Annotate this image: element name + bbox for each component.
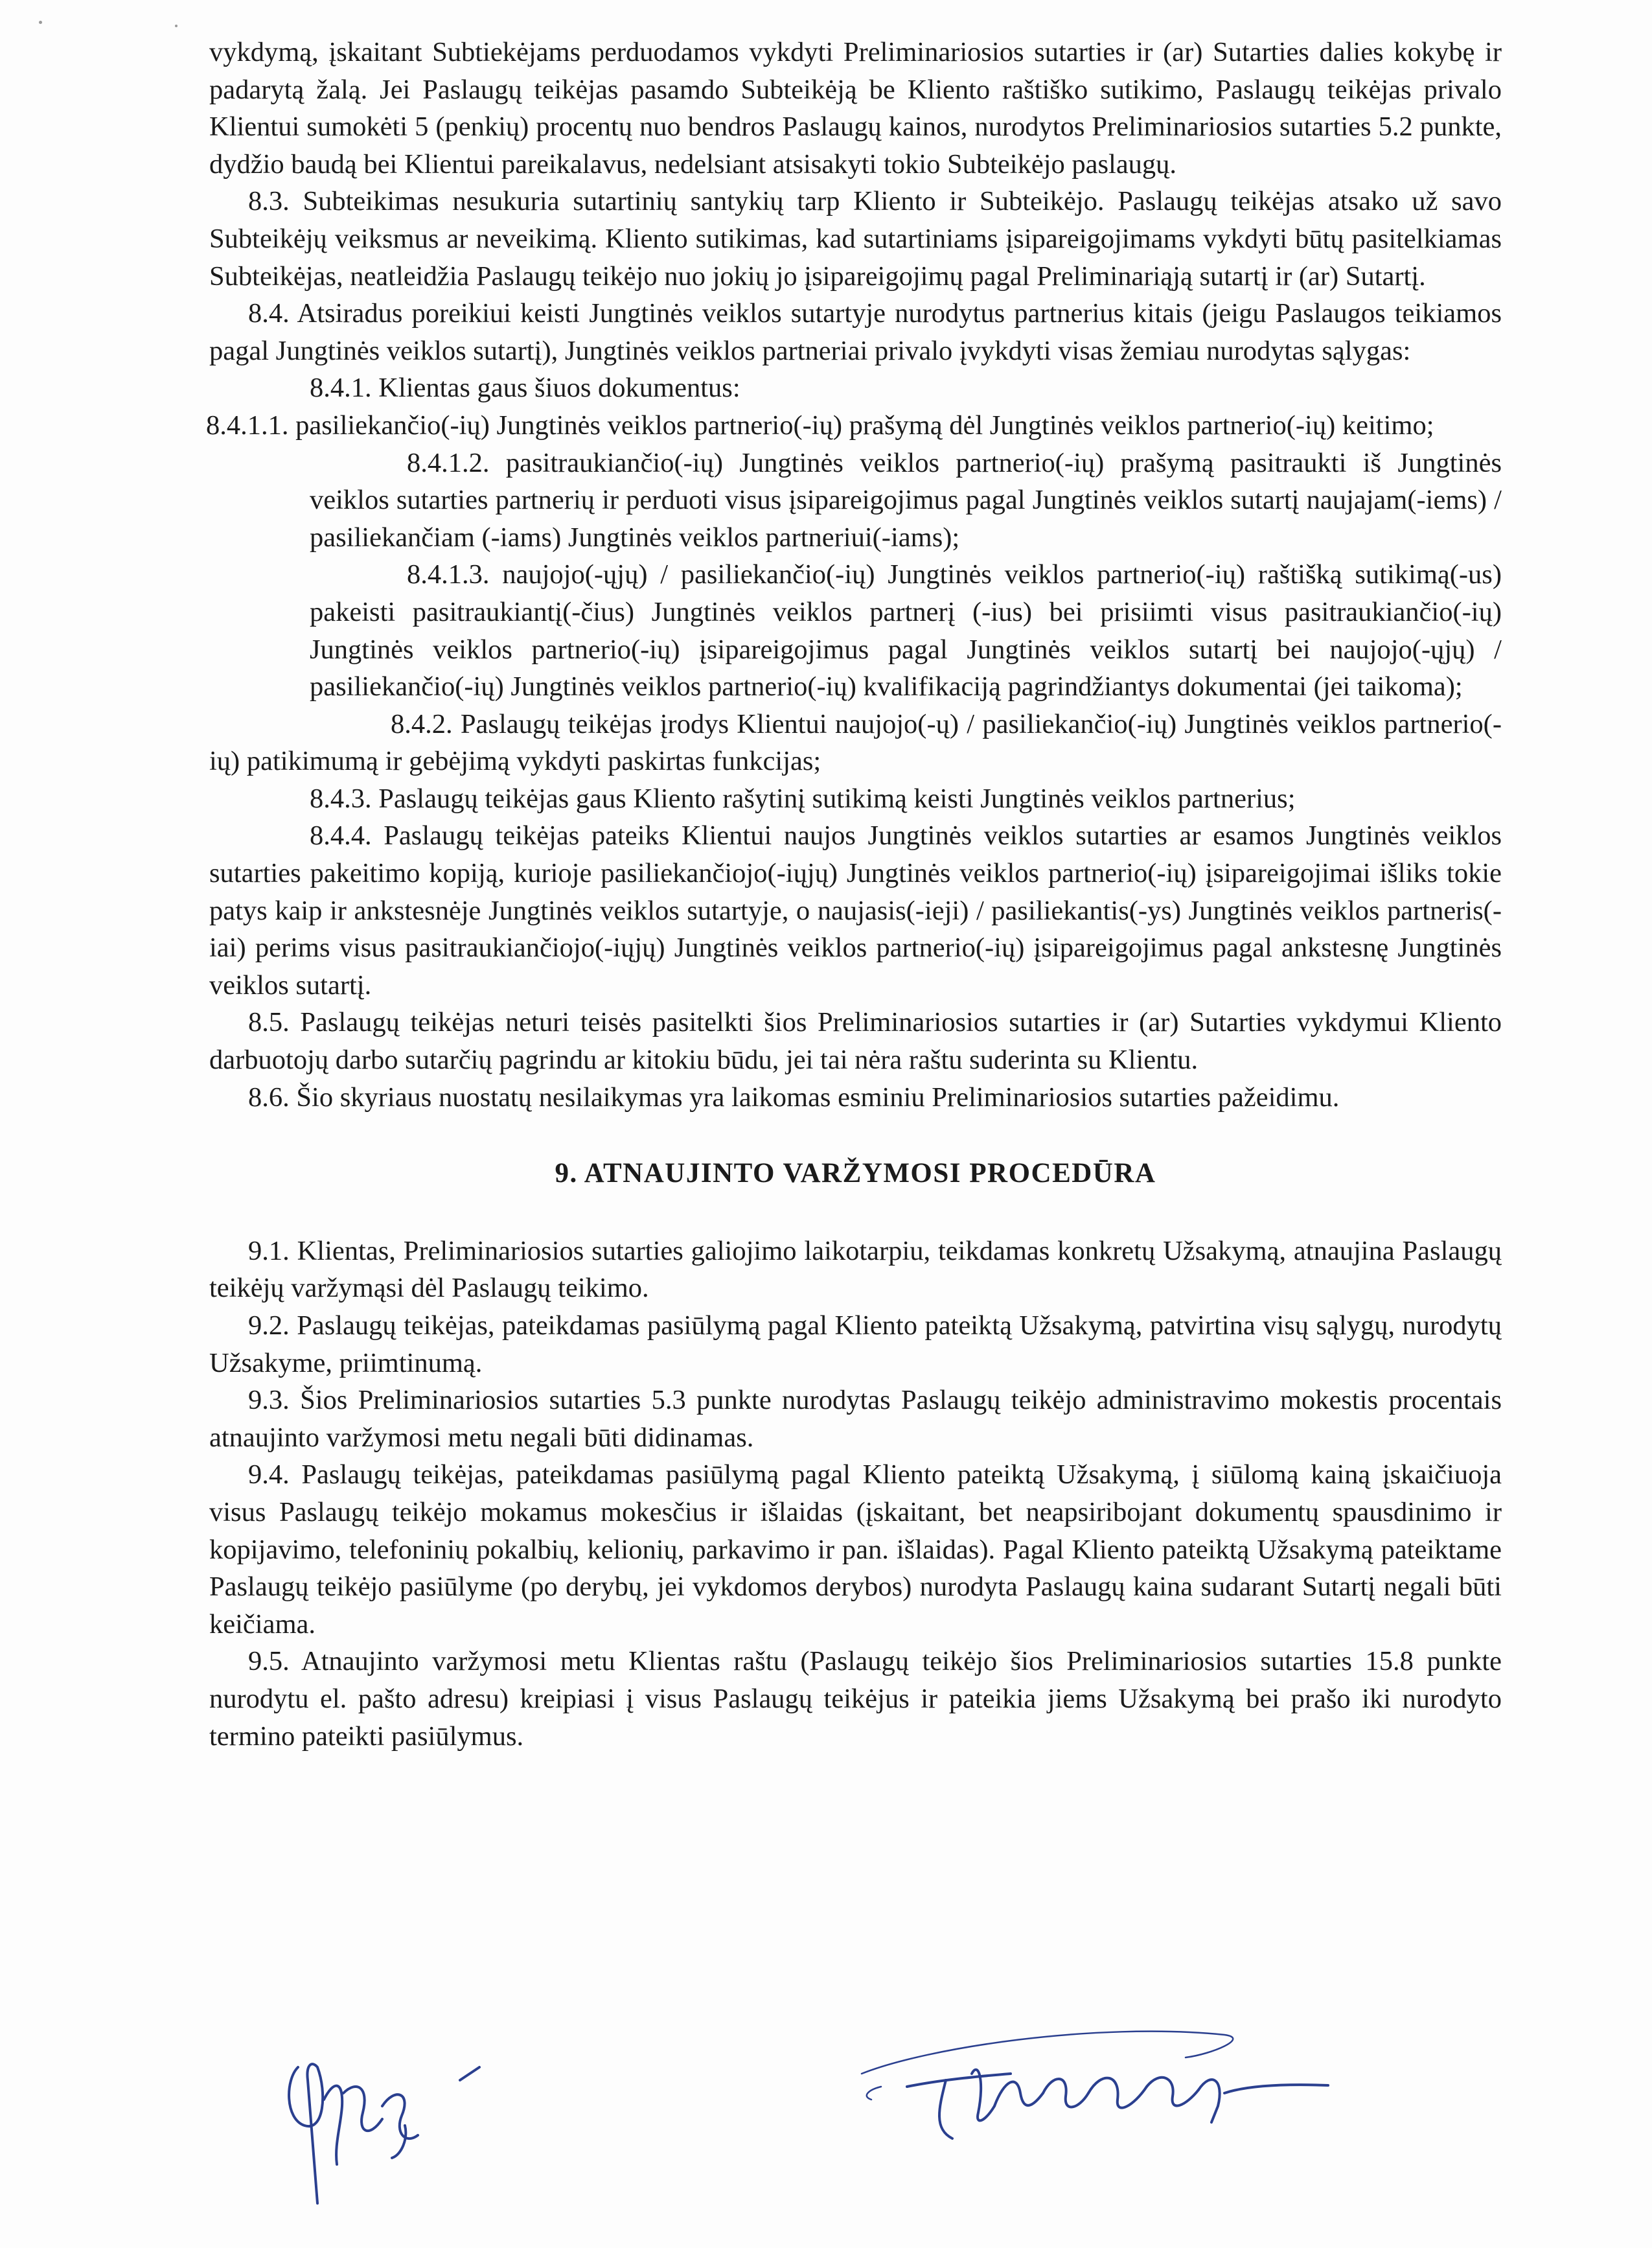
paragraph-8-4-1-3 bbox=[209, 556, 1502, 705]
paragraph-9-1: 9.1. Klientas, Preliminariosios sutarties galiojimo laikotarpiu, teikdamas konkretų Užsakymą, atnaujina Paslaugų teikėjų varžymąsi dėl Paslaugų teikimo. bbox=[209, 1235, 1502, 1304]
scan-speck bbox=[175, 25, 178, 27]
paragraph-8-3: 8.3. Subteikimas nesukuria sutartinių santykių tarp Kliento ir Subteikėjo. Paslaugų teikėjas atsako už savo Subteikėjų veiksmus ar neveikimą. Kliento sutikimas, kad sutartiniams įsipareigojimams vykdyti būtų pasitelkiamas Subteikėjas, neatleidžia Paslaugų teikėjo nuo jokių jo įsipareigojimų pagal Preliminariąją sutartį ir (ar) Sutartį. bbox=[209, 186, 1502, 292]
paragraph-9-3: 9.3. Šios Preliminariosios sutarties 5.3 punkte nurodytas Paslaugų teikėjo administravimo mokestis procentais atnaujinto varžymosi metu negali būti didinamas. bbox=[209, 1385, 1502, 1453]
paragraph-8-4-1-1 bbox=[109, 407, 1502, 445]
paragraph-8-4-3: 8.4.3. Paslaugų teikėjas gaus Kliento rašytinį sutikimą keisti Jungtinės veiklos partnerius; bbox=[310, 783, 1296, 814]
paragraph-9-4: 9.4. Paslaugų teikėjas, pateikdamas pasiūlymą pagal Kliento pateiktą Užsakymą, į siūlomą kainą įskaičiuoja visus Paslaugų teikėjo mokamus mokesčius ir išlaidas (įskaitant, bet neapsiribojant dokumentų spausdinimo ir kopijavimo, telefoninių pokalbių, kelionių, parkavimo ir pan. išlaidas). Pagal Kliento pateiktą Užsakymą pateiktame Paslaugų teikėjo pasiūlyme (po derybų, jei vykdomos derybos) nurodyta Paslaugų kaina sudarant Sutartį negali būti keičiama. bbox=[209, 1459, 1502, 1640]
signature-right-icon bbox=[823, 2009, 1373, 2158]
paragraph-9-5: 9.5. Atnaujinto varžymosi metu Klientas raštu (Paslaugų teikėjo šios Preliminariosios sutarties 15.8 punkte nurodytu el. pašto adresu) kreipiasi į visus Paslaugų teikėjus ir pateikia jiems Užsakymą bei prašo iki nurodyto termino pateikti pasiūlymus. bbox=[209, 1646, 1502, 1752]
paragraph-8-4-1: 8.4.1. Klientas gaus šiuos dokumentus: bbox=[310, 373, 740, 404]
paragraph-8-4-1-2 bbox=[209, 445, 1502, 557]
scan-speck bbox=[39, 21, 42, 24]
paragraph-8-4-1-3-text: 8.4.1.3. naujojo(-ųjų) / pasiliekančio(-ių) Jungtinės veiklos partnerio(-ių) raštišką sutikimą(-us) pakeisti pasitraukiantį(-čius) Jungtinės veiklos partnerį (-ius) bei prisiimti visus pasitraukiančio(-ių) Jungtinės veiklos partnerio(-ių) įsipareigojimus pagal Jungtinės veiklos sutartį bei naujojo(-ųjų) / pasiliekančio(-ių) Jungtinės veiklos partnerio(-ių) kvalifikaciją pagrindžiantys dokumentai (jei taikoma); bbox=[310, 559, 1502, 702]
paragraph-9-2: 9.2. Paslaugų teikėjas, pateikdamas pasiūlymą pagal Kliento pateiktą Užsakymą, patvirtina visų sąlygų, nurodytų Užsakyme, priimtinumą. bbox=[209, 1310, 1502, 1378]
paragraph-8-6: 8.6. Šio skyriaus nuostatų nesilaikymas yra laikomas esminiu Preliminariosios sutarties pažeidimu. bbox=[248, 1082, 1340, 1113]
signature-left-icon bbox=[272, 2041, 492, 2210]
document-body bbox=[206, 34, 1502, 1755]
paragraph-8-4: 8.4. Atsiradus poreikiui keisti Jungtinės veiklos sutartyje nurodytus partnerius kitais (jeigu Paslaugos teikiamos pagal Jungtinės veiklos sutartį), Jungtinės veiklos partneriai privalo įvykdyti visas žemiau nurodytas sąlygas: bbox=[209, 298, 1502, 366]
paragraph-8-4-1-1-text: 8.4.1.1. pasiliekančio(-ių) Jungtinės veiklos partnerio(-ių) prašymą dėl Jungtinės veiklos partnerio(-ių) keitimo; bbox=[206, 410, 1434, 441]
paragraph-8-5: 8.5. Paslaugų teikėjas neturi teisės pasitelkti šios Preliminariosios sutarties ir (ar) Sutarties vykdymui Kliento darbuotojų darbo sutarčių pagrindu ar kitokiu būdu, jei tai nėra raštu suderinta su Klientu. bbox=[209, 1007, 1502, 1076]
paragraph-8-4-2: 8.4.2. Paslaugų teikėjas įrodys Klientui naujojo(-ų) / pasiliekančio(-ių) Jungtinės veiklos partnerio(-ių) patikimumą ir gebėjimą vykdyti paskirtas funkcijas; bbox=[209, 708, 1502, 777]
paragraph-8-4-1-2-text: 8.4.1.2. pasitraukiančio(-ių) Jungtinės veiklos partnerio(-ių) prašymą pasitraukti iš Jungtinės veiklos sutarties partnerių ir perduoti visus įsipareigojimus pagal Jungtinės veiklos sutartį naujajam(-iems) / pasiliekančiam (-iams) Jungtinės veiklos partneriui(-iams); bbox=[310, 447, 1502, 553]
paragraph-8-4-4: 8.4.4. Paslaugų teikėjas pateiks Klientui naujos Jungtinės veiklos sutarties ar esamos Jungtinės veiklos sutarties pakeitimo kopiją, kurioje pasiliekančiojo(-iųjų) Jungtinės veiklos partnerio(-ių) įsipareigojimai išliks tokie patys kaip ir ankstesnėje Jungtinės veiklos sutartyje, o naujasis(-ieji) / pasiliekantis(-ys) Jungtinės veiklos partneris(-iai) perims visus pasitraukiančiojo(-iųjų) Jungtinės veiklos partnerio(-ių) įsipareigojimus pagal ankstesnę Jungtinės veiklos sutartį. bbox=[209, 820, 1502, 1001]
paragraph-continuation: vykdymą, įskaitant Subtiekėjams perduodamos vykdyti Preliminariosios sutarties ir (ar) Sutarties dalies kokybę ir padarytą žalą. Jei Paslaugų teikėjas pasamdo Subteikėją be Kliento raštiško sutikimo, Paslaugų teikėjas privalo Klientui sumokėti 5 (penkių) procentų nuo bendros Paslaugų kainos, nurodytos Preliminariosios sutarties 5.2 punkte, dydžio baudą bei Klientui pareikalavus, nedelsiant atsisakyti tokio Subteikėjo paslaugų. bbox=[209, 37, 1502, 180]
section-heading: 9. ATNAUJINTO VARŽYMOSI PROCEDŪRA bbox=[555, 1158, 1156, 1189]
